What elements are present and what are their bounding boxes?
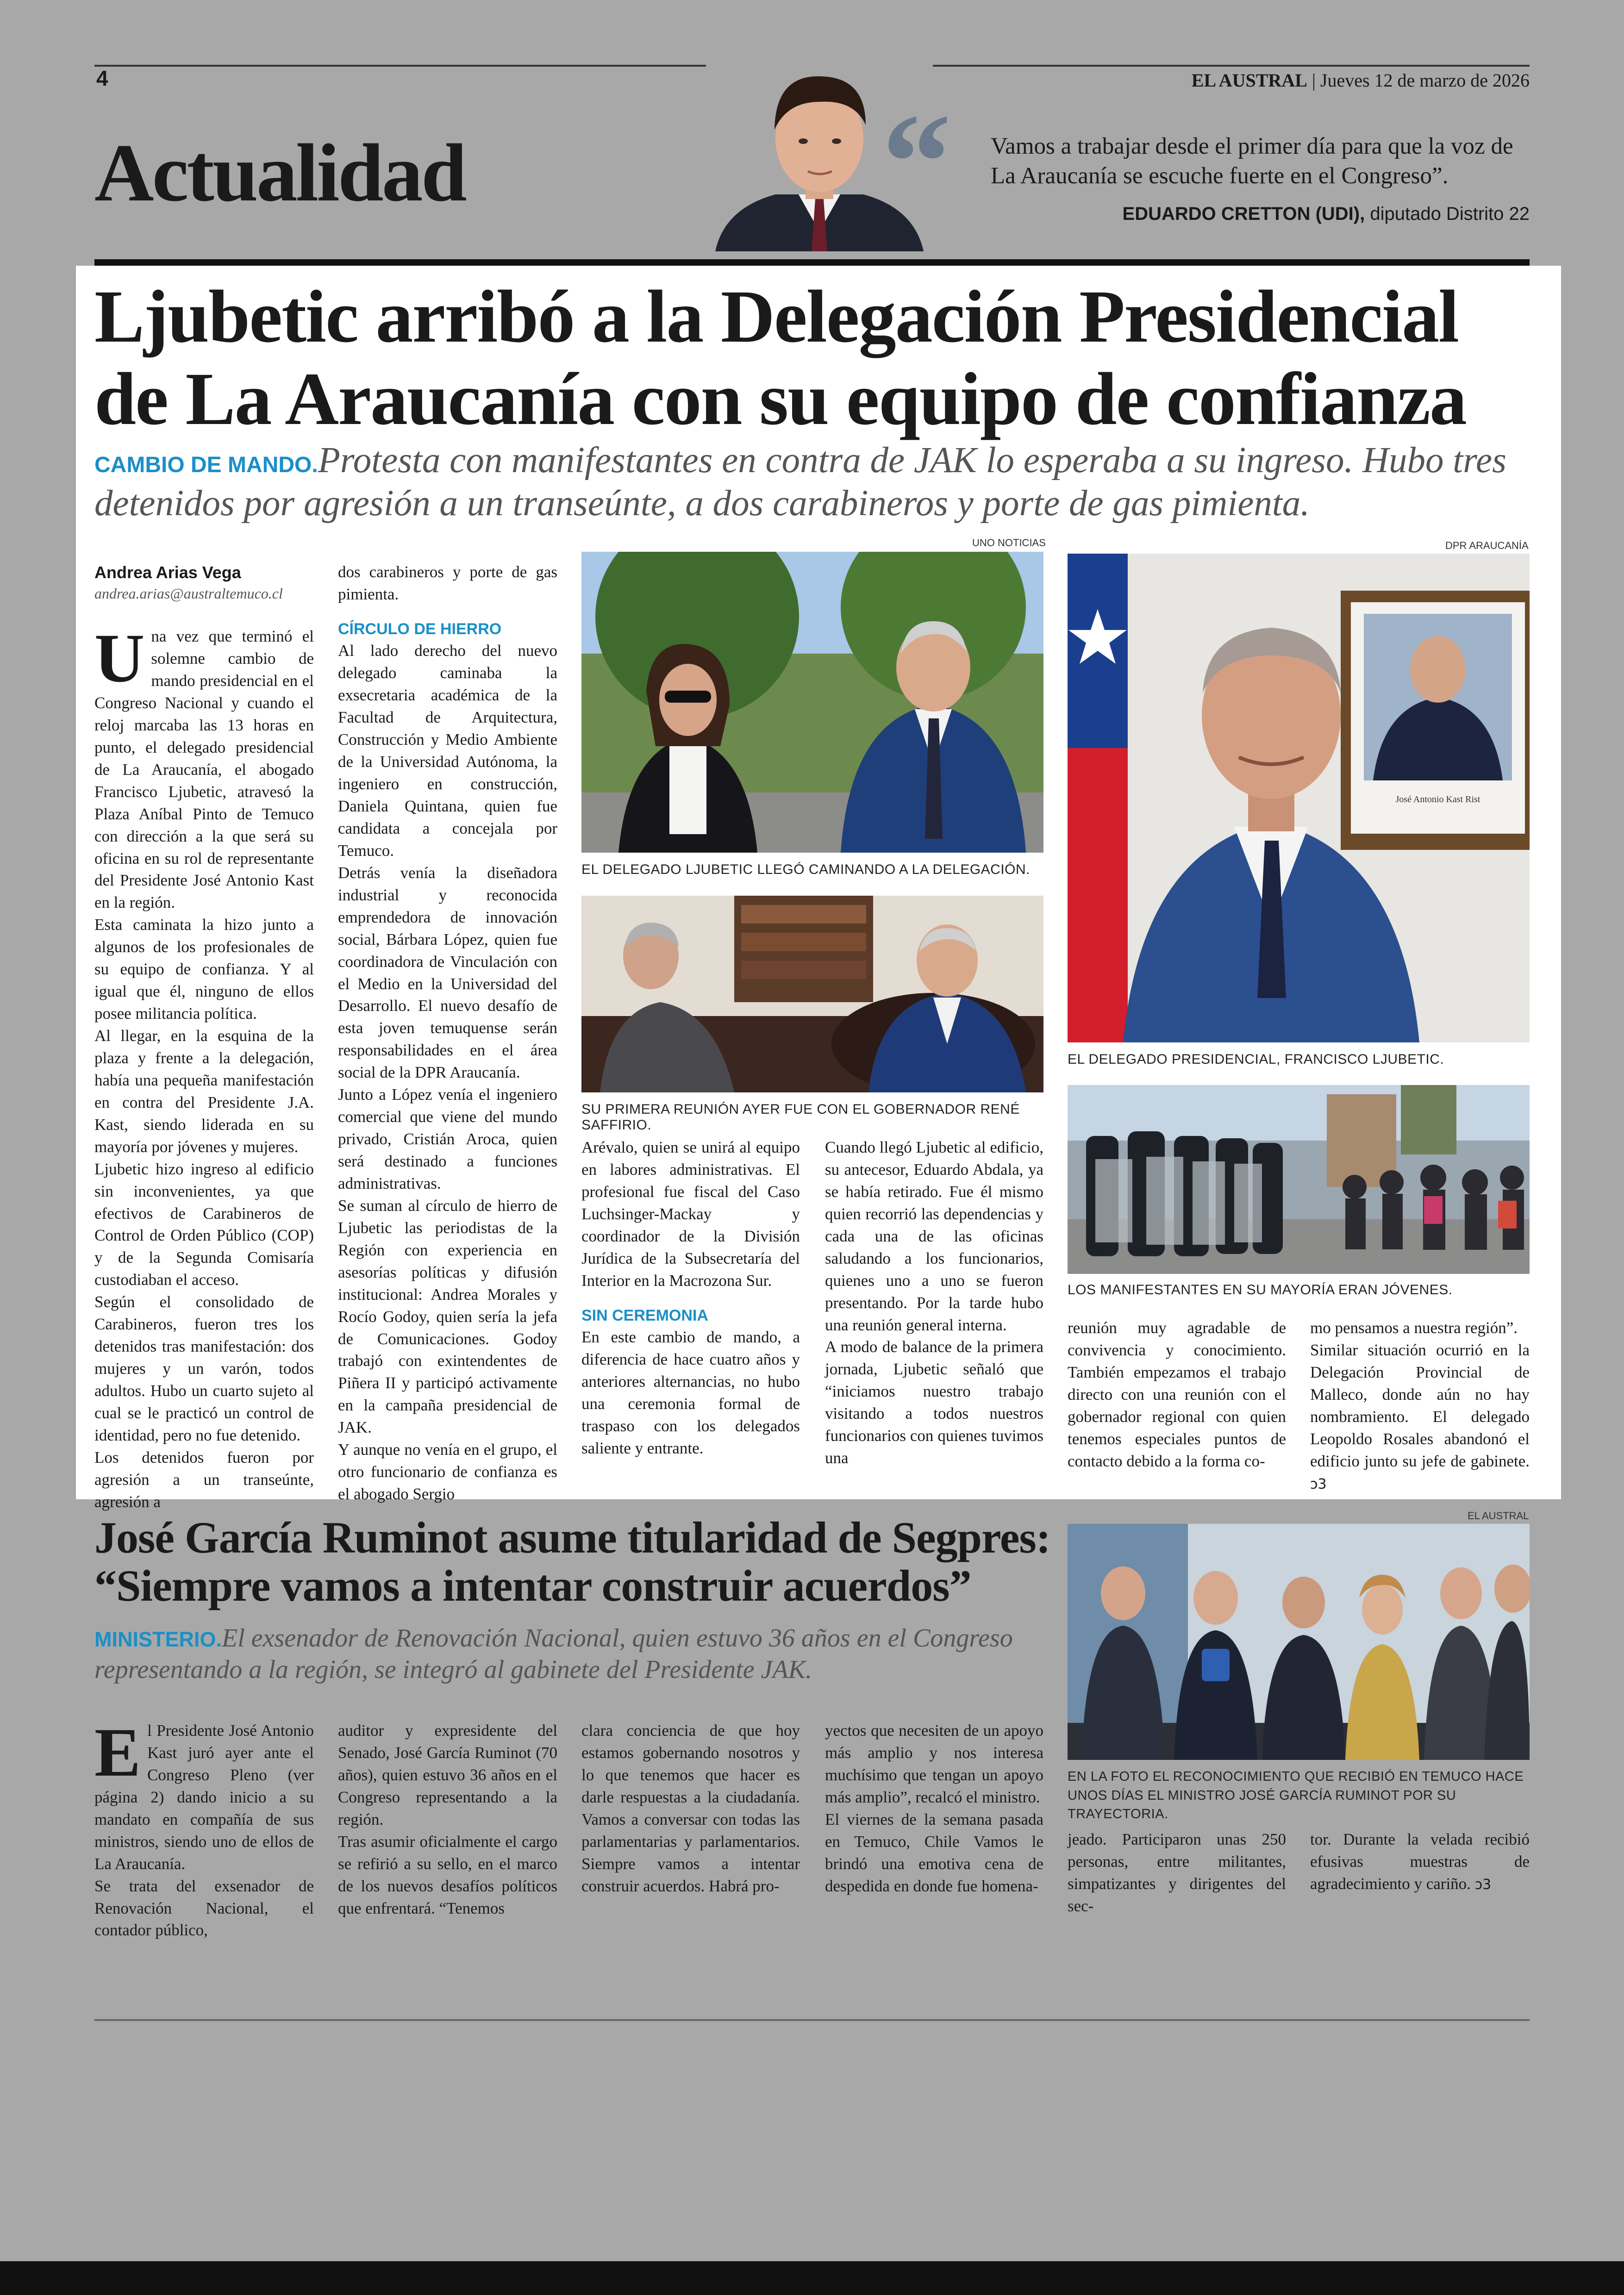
paragraph: reunión muy agradable de convivencia y conocimiento. También empezamos el trabajo directo con una reunión con el gobernador regional con quien tenemos especiales puntos de contacto debido a la forma co-: [1068, 1319, 1286, 1470]
quote-mark-icon: “: [882, 85, 951, 239]
article-deck-text: Protesta con manifestantes en contra de JAK lo esperaba a su ingreso. Hubo tres detenidos por agresión a un transeúnte, a dos carabineros y porte de gas pimienta.: [94, 440, 1506, 524]
article2-column-5: [1068, 1828, 1286, 1917]
paragraph: mo pensamos a nuestra región”.: [1310, 1319, 1518, 1337]
end-mark-icon: ↄ3: [1310, 1476, 1327, 1492]
author-name: Andrea Arias Vega: [94, 563, 241, 582]
paragraph: na vez que terminó el solemne cambio de mando presidencial en el Congreso Nacional y cuando el reloj marcaba las 13 horas en punto, el delegado presidencial de La Araucanía, el abogado Francisco Ljubetic, atravesó la Plaza Aníbal Pinto de Temuco con dirección a la que será su oficina en su rol de representante del Presidente José Antonio Kast en la región.: [94, 627, 314, 912]
article-deck: [94, 439, 1534, 525]
article-column-1: [94, 561, 314, 1513]
paragraph: yectos que necesiten de un apoyo más amplio y nos interesa muchísimo que tengan un apoyo más amplio”, recalcó el ministro.: [825, 1721, 1043, 1806]
paragraph: tor. Durante la velada recibió efusivas muestras de agradecimiento y cariño.: [1310, 1830, 1530, 1893]
quote-author-role: diputado Distrito 22: [1370, 204, 1530, 224]
paragraph: dos carabineros y porte de gas pimienta.: [338, 563, 557, 603]
bottom-bar: [0, 2261, 1624, 2295]
issue-date: Jueves 12 de marzo de 2026: [1320, 70, 1530, 91]
article2-column-1: [94, 1714, 314, 1941]
paragraph: Los detenidos fueron por agresión a un transeúnte, agresión a: [94, 1448, 314, 1511]
photo-caption: EL DELEGADO LJUBETIC LLEGÓ CAMINANDO A LA DELEGACIÓN.: [581, 862, 1031, 877]
photo-credit: UNO NOTICIAS: [972, 537, 1046, 549]
article-column-3: [581, 1136, 800, 1459]
paragraph: l Presidente José Antonio Kast juró ayer ante el Congreso Pleno (ver página 2) dando inicio a su mandato en compañía de sus ministros, siendo uno de ellos de La Araucanía.: [94, 1721, 314, 1873]
paragraph: El viernes de la semana pasada en Temuco, Chile Vamos le brindó una emotiva cena de despedida en donde fue homena-: [825, 1810, 1043, 1895]
paragraph: Junto a López venía el ingeniero comercial que viene del mundo privado, Cristián Aroca, quien será destinado a funciones administrativas.: [338, 1085, 557, 1192]
paragraph: clara conciencia de que hoy estamos gobernando nosotros y lo que tenemos que hacer es darle respuestas a la ciudadanía. Vamos a conversar con todas las parlamentarias y parlamentarios. Siempre vamos a intentar construir acuerdos. Habrá pro-: [581, 1721, 800, 1895]
article2-column-2: [338, 1720, 557, 1919]
paragraph: Detrás venía la diseñadora industrial y reconocida emprendedora de innovación social, Bárbara López, quien fue coordinadora de Vinculación con el Medio en la Universidad del Desarrollo. El nuevo desafío de esta joven temuquense serán responsabilidades en el área social de la DPR Araucanía.: [338, 863, 557, 1082]
page-number: 4: [96, 66, 108, 90]
paragraph: Esta caminata la hizo junto a algunos de los profesionales de su equipo de confianza. Y al igual que él, ninguno de ellos posee militancia política.: [94, 916, 314, 1023]
article-column-2: [338, 561, 557, 1505]
drop-cap: E: [94, 1714, 141, 1791]
article2-headline: José García Ruminot asume titularidad de Segpres: “Siempre vamos a intentar construir acuerdos”: [94, 1513, 1050, 1610]
photo-delegate: [1068, 554, 1530, 1042]
photo-meeting: [581, 896, 1043, 1092]
photo-walking: [581, 552, 1043, 853]
photo-caption: SU PRIMERA REUNIÓN AYER FUE CON EL GOBERNADOR RENÉ SAFFIRIO.: [581, 1102, 1020, 1133]
article2-kicker: MINISTERIO.: [94, 1628, 222, 1651]
photo-ceremony: [1068, 1524, 1530, 1760]
article2-column-6: [1310, 1828, 1530, 1895]
photo-protesters: [1068, 1085, 1530, 1274]
paragraph: En este cambio de mando, a diferencia de hace cuatro años y anteriores alternancias, no hubo una ceremonia formal de traspaso con los delegados saliente y entrante.: [581, 1328, 800, 1457]
paragraph: auditor y expresidente del Senado, José García Ruminot (70 años), quien estuvo 36 años en el Congreso representando a la región.: [338, 1721, 557, 1828]
article-kicker: CAMBIO DE MANDO.: [94, 453, 318, 477]
article2-deck-text: El exsenador de Renovación Nacional, quien estuvo 36 años en el Congreso representando a la región, se integró al gabinete del Presidente JAK.: [94, 1624, 1013, 1684]
article-column-5: [1068, 1317, 1286, 1472]
article-column-6: [1310, 1317, 1530, 1495]
photo-caption: LOS MANIFESTANTES EN SU MAYORÍA ERAN JÓVENES.: [1068, 1282, 1453, 1297]
header-divider: [94, 259, 1530, 266]
article-headline: Ljubetic arribó a la Delegación Presidencial de La Araucanía con su equipo de confianza: [94, 275, 1466, 441]
drop-cap: U: [94, 620, 145, 697]
portrait-label: José Antonio Kast Rist: [1395, 794, 1480, 804]
end-mark-icon: ↄ3: [1474, 1876, 1492, 1893]
paragraph: Según el consolidado de Carabineros, fueron tres los detenidos tras manifestación: dos mujeres y un varón, todos adultos. Hubo un cuarto sujeto al cual se le practicó un control de identidad, pero no fue detenido.: [94, 1293, 314, 1444]
article-column-4: [825, 1136, 1043, 1469]
paragraph: Ljubetic hizo ingreso al edificio sin inconvenientes, ya que efectivos de Carabineros de Control de Orden Público (COP) y de la Segunda Comisaría custodiaban el acceso.: [94, 1160, 314, 1289]
photo-credit: EL AUSTRAL: [1468, 1510, 1529, 1522]
quote-attribution: [1123, 204, 1530, 225]
paragraph: jeado. Participaron unas 250 personas, entre militantes, simpatizantes y dirigentes del sec-: [1068, 1830, 1286, 1915]
paragraph: Se suman al círculo de hierro de Ljubetic las periodistas de la Región con experiencia en asesorías políticas y difusión institucional: Andrea Morales y Rocío Godoy, quien sería la jefa de Comunicaciones. Godoy trabajó con exintendentes de Piñera II y participó activamente en la campaña presidencial de JAK.: [338, 1196, 557, 1437]
subheading: SIN CEREMONIA: [581, 1306, 708, 1324]
paragraph: A modo de balance de la primera jornada, Ljubetic señaló que “iniciamos nuestro trabajo visitando a todos nuestros funcionarios con quienes tuvimos una: [825, 1338, 1043, 1467]
paragraph: Tras asumir oficialmente el cargo se refirió a su sello, en el marco de los nuevos desafíos políticos que enfrentará. “Tenemos: [338, 1832, 557, 1917]
paragraph: Y aunque no venía en el grupo, el otro funcionario de confianza es el abogado Sergio: [338, 1441, 557, 1503]
paragraph: Al lado derecho del nuevo delegado caminaba la exsecretaria académica de la Facultad de Arquitectura, Construcción y Medio Ambiente de la Universidad Autónoma, la ingeniero en construcción, Daniela Quintana, quien fue candidata a concejala por Temuco.: [338, 642, 557, 860]
paragraph: Similar situación ocurrió en la Delegación Provincial de Malleco, donde aún no hay nombramiento. El delegado Leopoldo Rosales abandonó el edificio junto su jefe de gabinete.: [1310, 1341, 1530, 1470]
dateline: EL AUSTRAL | Jueves 12 de marzo de 2026: [1191, 70, 1530, 91]
quote-author: EDUARDO CRETTON (UDI),: [1122, 204, 1365, 224]
pull-quote: Vamos a trabajar desde el primer día para que la voz de La Araucanía se escuche fuerte en el Congreso”.: [991, 133, 1513, 189]
photo-caption: EN LA FOTO EL RECONOCIMIENTO QUE RECIBIÓ EN TEMUCO HACE UNOS DÍAS EL MINISTRO JOSÉ GARCÍA RUMINOT POR SU TRAYECTORIA.: [1068, 1769, 1524, 1822]
bottom-rule: [94, 2019, 1530, 2021]
author-email[interactable]: andrea.arias@australtemuco.cl: [94, 585, 283, 602]
subheading: CÍRCULO DE HIERRO: [338, 620, 502, 638]
photo-caption: EL DELEGADO PRESIDENCIAL, FRANCISCO LJUBETIC.: [1068, 1052, 1444, 1067]
photo-credit: DPR ARAUCANÍA: [1445, 540, 1529, 551]
paragraph: Cuando llegó Ljubetic al edificio, su antecesor, Eduardo Abdala, ya se había retirado. Fue él mismo quien recorrió las dependencias y cada una de las oficinas saludando a los funcionarios, quienes uno a uno se fueron presentando. Por la tarde hubo una reunión general interna.: [825, 1138, 1043, 1334]
article2-column-3: [581, 1720, 800, 1897]
paper-name: EL AUSTRAL: [1191, 70, 1307, 91]
section-title: Actualidad: [94, 127, 465, 218]
paragraph: Al llegar, en la esquina de la plaza y frente a la delegación, había una pequeña manifestación en contra del Presidente J.A. Kast, siendo liderada en su mayoría por jóvenes y mujeres.: [94, 1027, 314, 1156]
paragraph: Arévalo, quien se unirá al equipo en labores administrativas. El profesional fue fiscal del Caso Luchsinger-Mackay y coordinador de la División Jurídica de la Subsecretaría del Interior en la Macrozona Sur.: [581, 1138, 800, 1290]
paragraph: Se trata del exsenador de Renovación Nacional, el contador público,: [94, 1877, 314, 1940]
article2-deck: [94, 1622, 1067, 1686]
article2-column-4: [825, 1720, 1043, 1897]
